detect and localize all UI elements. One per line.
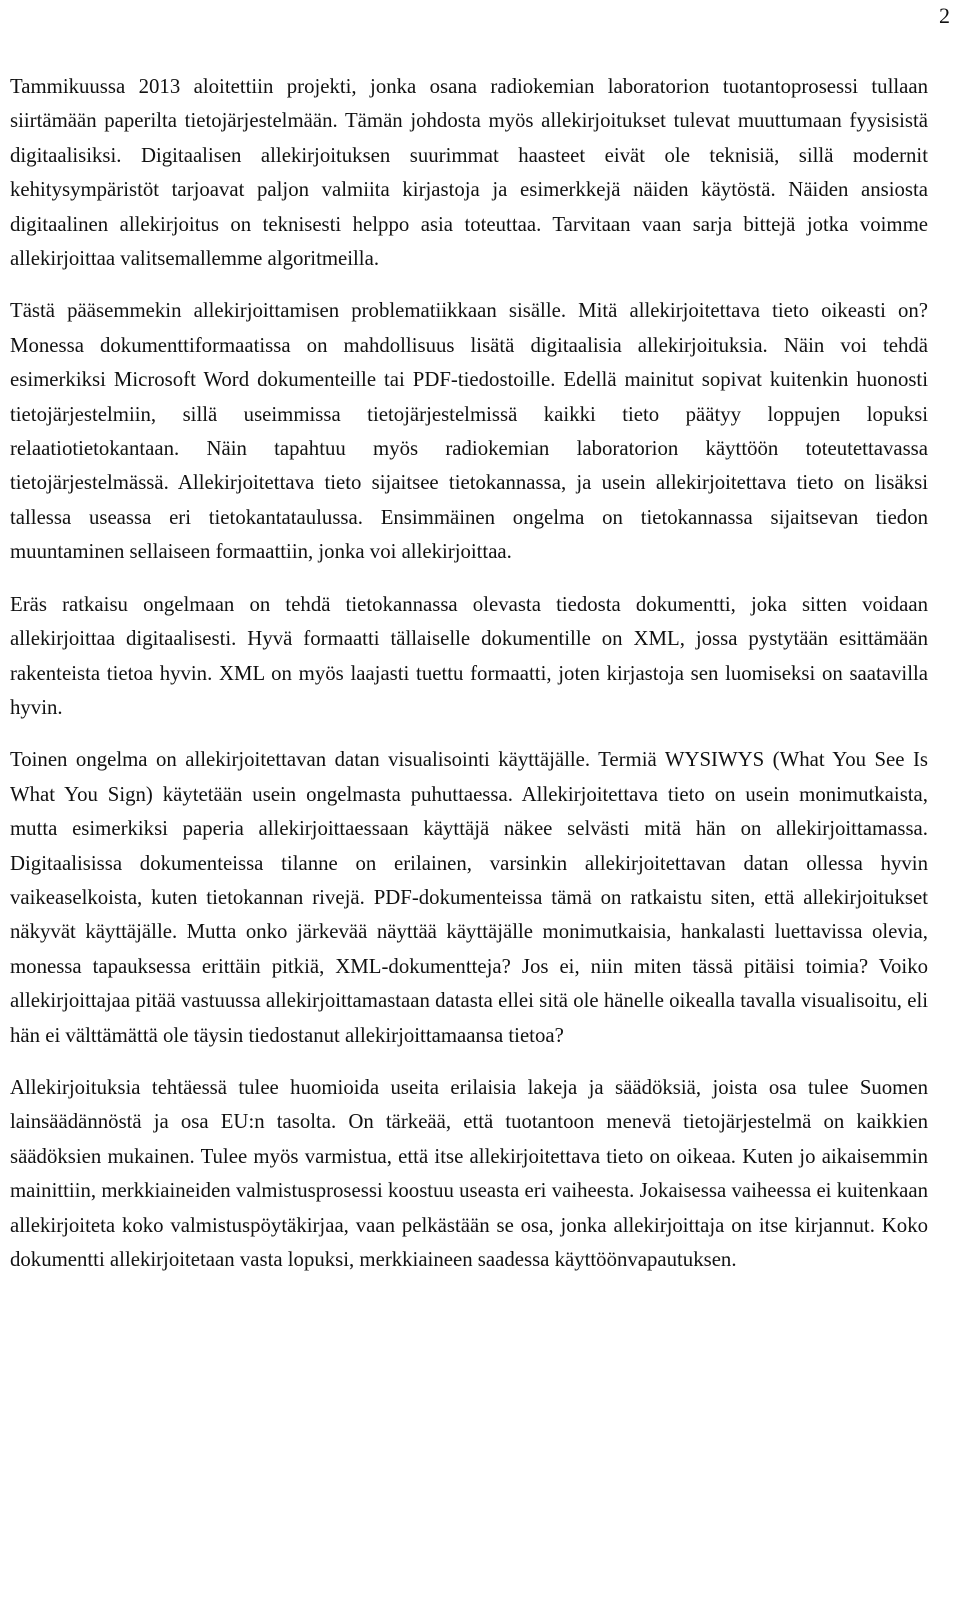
paragraph-visualization-problem: Toinen ongelma on allekirjoitettavan datan visualisointi käyttäjälle. Termiä WYSIWYS (What You See Is What You Sign) käytetään usein ongelmasta puhuttaessa. Allekirjoitettava tieto on usein monimutkaista, mutta esimerkiksi paperia allekirjoittaessaan käyttäjä näkee selvästi mitä hän on allekirjoittamassa. Digitaalisissa dokumenteissa tilanne on erilainen, varsinkin allekirjoitettavan datan ollessa hyvin vaikeaselkoista, kuten tietokannan rivejä. PDF-dokumenteissa tämä on ratkaistu siten, että allekirjoitukset näkyvät käyttäjälle. Mutta onko järkevää näyttää käyttäjälle monimutkaisia, hankalasti luettavissa olevia, monessa tapauksessa erittäin pitkiä, XML-dokumentteja? Jos ei, niin miten tässä pitäisi toimia? Voiko allekirjoittajaa pitää vastuussa allekirjoittamastaan datasta ellei sitä ole hänelle oikealla tavalla visualisoitu, eli hän ei välttämättä ole täysin tiedostanut allekirjoittamaansa tietoa? [10,748,928,1047]
paragraph-project-intro: Tammikuussa 2013 aloitettiin projekti, jonka osana radiokemian laboratorion tuotantoprosessi tullaan siirtämään paperilta tietojärjestelmään. Tämän johdosta myös allekirjoitukset tulevat muuttumaan fyysisistä digitaalisiksi. Digitaalisen allekirjoituksen suurimmat haasteet eivät ole teknisiä, sillä modernit kehitysympäristöt tarjoavat paljon valmiita kirjastoja ja esimerkkejä näiden käytöstä. Näiden ansiosta digitaalinen allekirjoitus on teknisesti helppo asia toteuttaa. Tarvitaan vaan sarja bittejä jotka voimme allekirjoittaa valitsemallemme algoritmeilla. [10,75,928,271]
paragraph-xml-solution: Eräs ratkaisu ongelmaan on tehdä tietokannassa olevasta tiedosta dokumentti, joka sitten voidaan allekirjoittaa digitaalisesti. Hyvä formaatti tällaiselle dokumentille on XML, jossa pystytään esittämään rakenteista tietoa hyvin. XML on myös laajasti tuettu formaatti, joten kirjastoja sen luomiseksi on saatavilla hyvin. [10,592,928,719]
document-body [10,70,928,1295]
page-number: 2 [939,3,950,28]
paragraph-legislation: Allekirjoituksia tehtäessä tulee huomioida useita erilaisia lakeja ja säädöksiä, joista osa tulee Suomen lainsäädännöstä ja osa EU:n tasolta. On tärkeää, että tuotantoon menevä tietojärjestelmä on kaikkien säädöksien mukainen. Tulee myös varmistua, että itse allekirjoitettava tieto on oikeaa. Kuten jo aikaisemmin mainittiin, merkkiaineiden valmistusprosessi koostuu useasta eri vaiheesta. Jokaisessa vaiheessa ei kuitenkaan allekirjoiteta koko valmistuspöytäkirjaa, vaan pelkästään se osa, jonka allekirjoittaja on itse kirjannut. Koko dokumentti allekirjoitetaan vasta lopuksi, merkkiaineen saadessa käyttöönvapautuksen. [10,1075,928,1271]
paragraph-signing-problematics: Tästä pääsemmekin allekirjoittamisen problematiikkaan sisälle. Mitä allekirjoitettava tieto oikeasti on? Monessa dokumenttiformaatissa on mahdollisuus lisätä digitaalisia allekirjoituksia. Näin voi tehdä esimerkiksi Microsoft Word dokumenteille tai PDF-tiedostoille. Edellä mainitut sopivat kuitenkin huonosti tietojärjestelmiin, sillä useimmissa tietojärjestelmissä kaikki tieto päätyy loppujen lopuksi relaatiotietokantaan. Näin tapahtuu myös radiokemian laboratorion käyttöön toteutettavassa tietojärjestelmässä. Allekirjoitettava tieto sijaitsee tietokannassa, ja usein allekirjoitettava tieto on lisäksi tallessa useassa eri tietokantataulussa. Ensimmäinen ongelma on tietokannassa sijaitsevan tiedon muuntaminen sellaiseen formaattiin, jonka voi allekirjoittaa. [10,299,928,564]
